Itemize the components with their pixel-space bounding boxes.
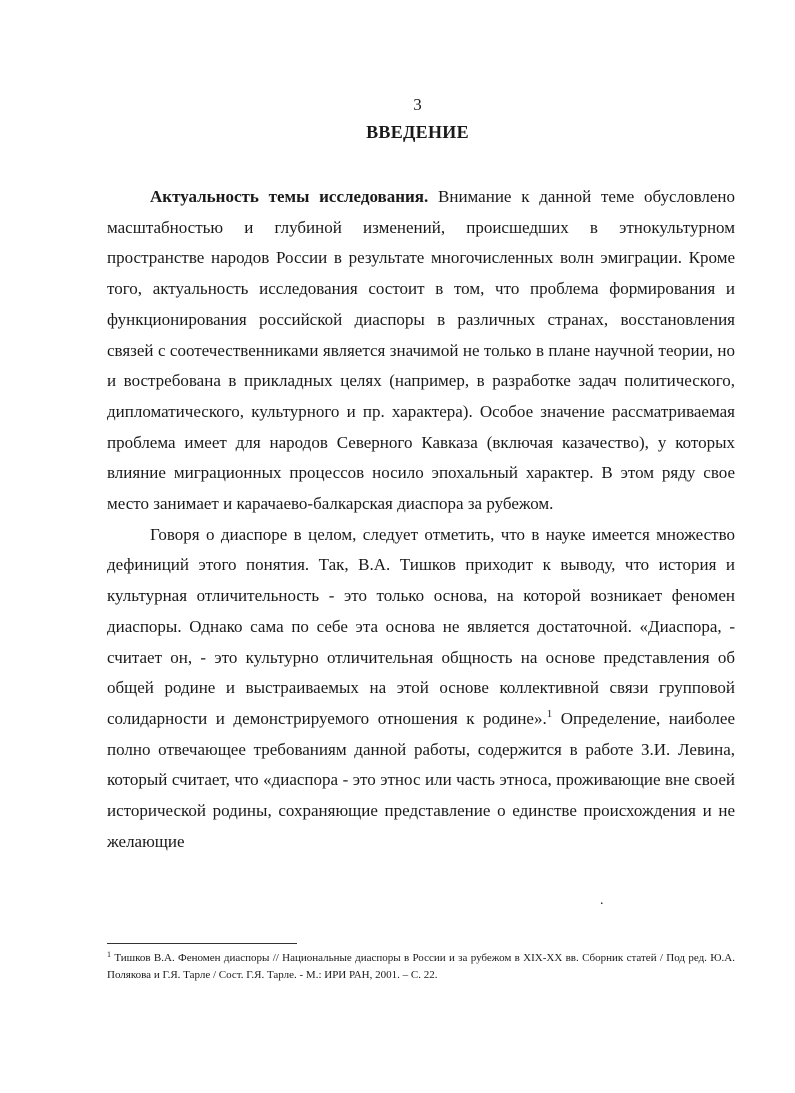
paragraph-diaspora: [107, 520, 735, 858]
paragraph-relevance: [107, 182, 735, 520]
footnote-divider: [107, 943, 297, 944]
footnote-mark: 1: [107, 950, 111, 959]
footnote-reference: 1: [546, 707, 553, 720]
paragraph-text-after-ref: Определение, наиболее полно отвечающее требованиям данной работы, содержится в работе З.И. Левина, который считает, что «диаспора - это этнос или часть этноса, проживающие вне своей исторической родины, сохраняющие представление о единстве происхождения и не желающие: [107, 708, 735, 851]
paragraph-text: Внимание к данной теме обусловлено масштабностью и глубиной изменений, происшедших в этнокультурном пространстве народов России в результате многочисленных волн эмиграции. Кроме того, актуальность исследования состоит в том, что проблема формирования и функционирования российской диаспоры в различных странах, восстановления связей с соотечественниками является значимой не только в плане научной теории, но и востребована в прикладных целях (например, в разработке задач политического, дипломатического, культурного и пр. характера). Особое значение рассматриваемая проблема имеет для народов Северного Кавказа (включая казачество), у которых влияние миграционных процессов носило эпохальный характер. В этом ряду свое место занимает и карачаево-балкарская диаспора за рубежом.: [107, 187, 736, 514]
footnote-text: Тишков В.А. Феномен диаспоры // Национальные диаспоры в России и за рубежом в XIX-XX вв. Сборник статей / Под ред. Ю.А. Полякова и Г.Я. Тарле / Сост. Г.Я. Тарле. - М.: ИРИ РАН, 2001. – С. 22.: [107, 952, 735, 981]
page-number: 3: [413, 95, 422, 114]
stray-dot: .: [600, 893, 604, 908]
paragraph-lead: Актуальность темы исследования.: [150, 187, 429, 206]
body-text: [107, 182, 735, 857]
paragraph-text-before-ref: Говоря о диаспоре в целом, следует отметить, что в науке имеется множество дефиниций этого понятия. Так, В.А. Тишков приходит к выводу, что история и культурная отличительность - это только основа, на которой возникает феномен диаспоры. Однако сама по себе эта основа не является достаточной. «Диаспора, - считает он, - это культурно отличительная общность на основе представления об общей родине и выстраиваемых на этой основе коллективной связи групповой солидарности и демонстрируемого отношения к родине».: [107, 524, 735, 728]
footnote: [107, 950, 735, 984]
section-heading: ВВЕДЕНИЕ: [366, 122, 469, 142]
